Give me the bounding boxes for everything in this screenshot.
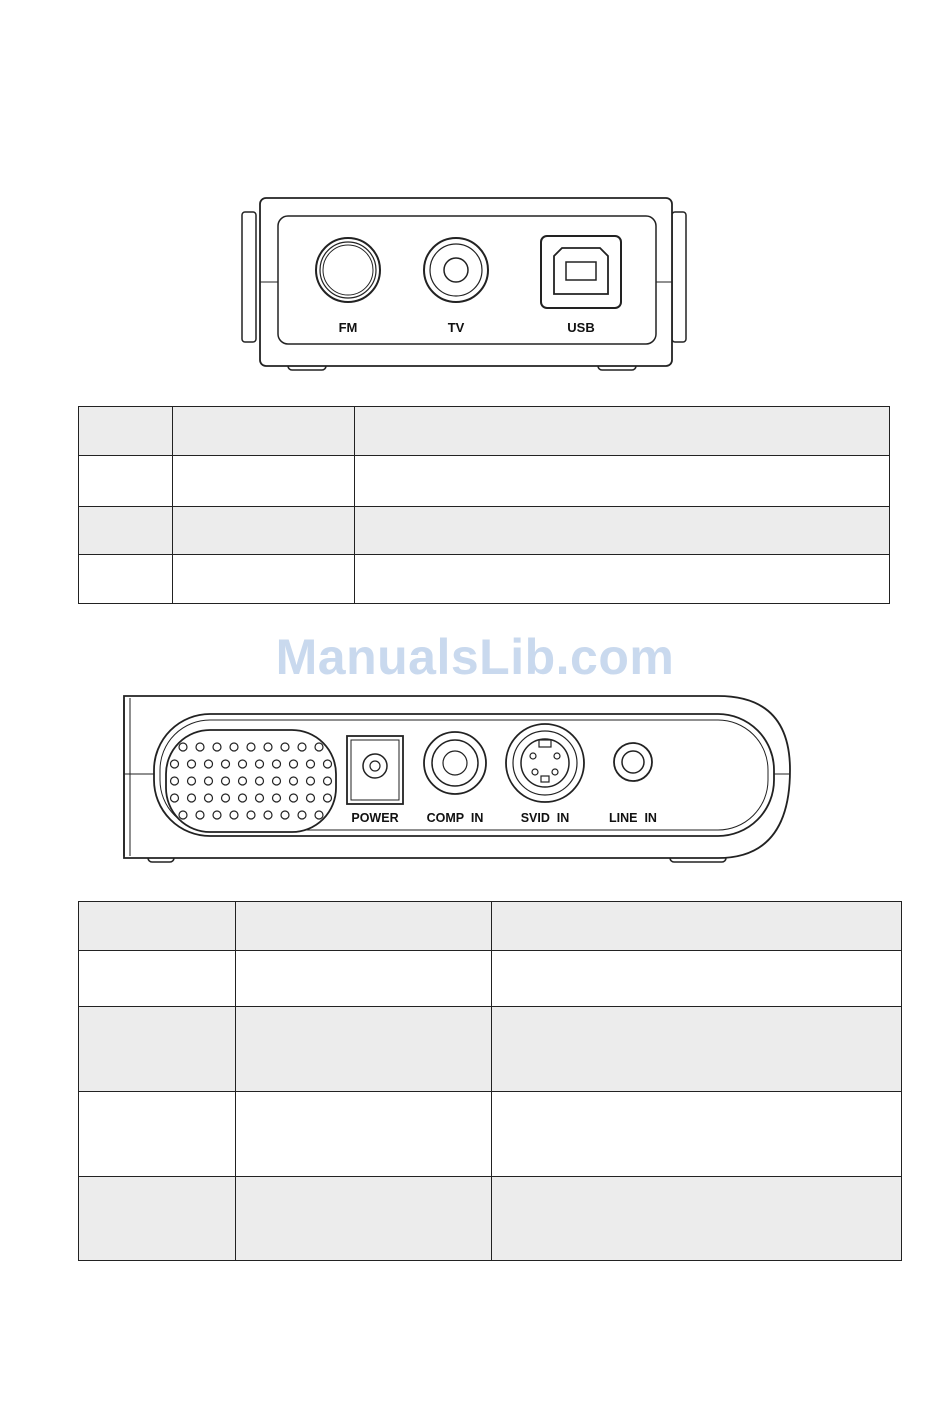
usb-b-port-icon xyxy=(541,236,621,308)
table-row xyxy=(79,1092,902,1177)
audio-line-in-jack-icon xyxy=(614,743,652,781)
port-label-svid-in: SVID IN xyxy=(520,811,570,825)
front-panel-diagram xyxy=(240,190,690,380)
port-label-usb: USB xyxy=(567,320,595,335)
rear-panel-diagram xyxy=(118,690,808,870)
fm-connector-icon xyxy=(316,238,380,302)
port-label-line-in: LINE IN xyxy=(609,811,657,825)
vent-grille-icon xyxy=(166,730,336,832)
rca-composite-jack-icon xyxy=(424,732,486,794)
port-label-power: POWER xyxy=(351,811,399,825)
table-row xyxy=(79,951,902,1007)
table-row xyxy=(79,1177,902,1261)
dc-power-jack-icon xyxy=(347,736,403,804)
rear-panel-table xyxy=(78,901,902,1261)
port-label-fm: FM xyxy=(338,320,358,335)
tv-coax-connector-icon xyxy=(424,238,488,302)
table-row xyxy=(79,507,890,555)
table-row xyxy=(79,555,890,604)
table-row xyxy=(79,902,902,951)
table-row xyxy=(79,456,890,507)
port-label-tv: TV xyxy=(447,320,465,335)
port-label-comp-in: COMP IN xyxy=(426,811,484,825)
table-row xyxy=(79,407,890,456)
table-row xyxy=(79,1007,902,1092)
watermark: ManualsLib.com xyxy=(275,629,675,685)
s-video-jack-icon xyxy=(506,724,584,802)
front-panel-table xyxy=(78,406,890,604)
